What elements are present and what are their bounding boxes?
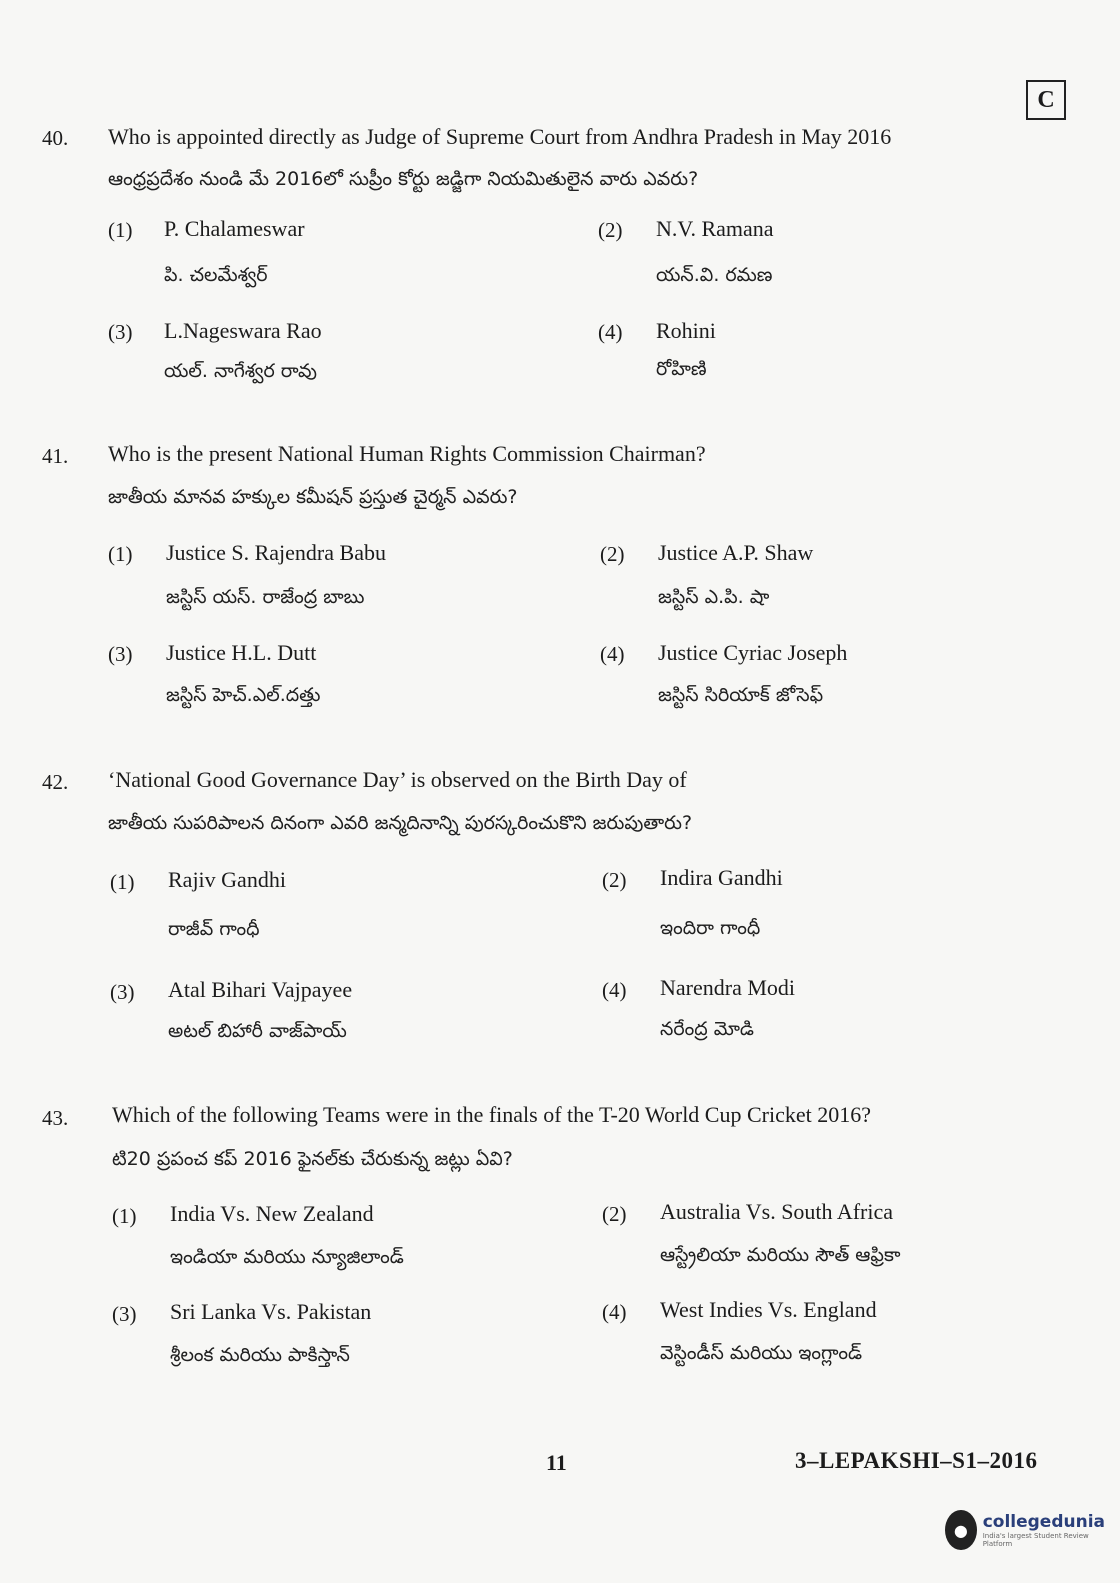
option-text-en: Rohini	[656, 318, 716, 343]
option-text-te: జస్టిస్ సిరియాక్ జోసెఫ్	[658, 684, 824, 706]
question-text-en: ‘National Good Governance Day’ is observed on the Birth Day of	[108, 767, 687, 792]
option-text-te: నరేంద్ర మోడి	[660, 1018, 754, 1040]
option-text-en: Atal Bihari Vajpayee	[168, 977, 353, 1002]
watermark-tagline: India's largest Student Review Platform	[982, 1532, 1089, 1548]
student-avatar-icon: ●	[945, 1510, 977, 1550]
option-text-en: Justice A.P. Shaw	[658, 540, 814, 565]
option-text-en: Narendra Modi	[660, 975, 796, 1000]
question-text-te: జాతీయ సుపరిపాలన దినంగా ఎవరి జన్మదినాన్ని పురస్కరించుకొని జరుపుతారు?	[108, 812, 693, 834]
option-text-en: Australia Vs. South Africa	[660, 1199, 894, 1224]
option-text-en: L.Nageswara Rao	[164, 318, 322, 343]
option-text-en: Sri Lanka Vs. Pakistan	[170, 1299, 372, 1324]
option-number: (4)	[598, 320, 623, 344]
option-number: (1)	[108, 542, 133, 566]
option-number: (4)	[602, 1300, 627, 1324]
question-text-te: ఆంధ్రప్రదేశం నుండి మే 2016లో సుప్రీం కోర్టు జడ్జిగా నియమితులైన వారు ఎవరు?	[108, 168, 699, 190]
watermark-name: collegedunia	[982, 1512, 1105, 1532]
option-text-te: జస్టిస్ ఎ.పి. షా	[658, 586, 770, 608]
question-text-en: Which of the following Teams were in the finals of the T-20 World Cup Cricket 2016?	[112, 1102, 871, 1127]
option-text-te: జస్టిస్ హెచ్.ఎల్.దత్తు	[166, 684, 321, 706]
question-number: 43.	[42, 1106, 69, 1130]
question-number: 41.	[42, 444, 69, 468]
option-text-te: యన్.వి. రమణ	[656, 264, 773, 286]
option-text-en: N.V. Ramana	[656, 216, 774, 241]
paper-code: 3–LEPAKSHI–S1–2016	[795, 1448, 1038, 1473]
option-text-te: అటల్ బిహారీ వాజ్‌పాయ్	[168, 1020, 347, 1042]
watermark	[945, 1500, 1105, 1560]
option-text-en: Indira Gandhi	[660, 865, 783, 890]
option-text-te: జస్టిస్ యస్. రాజేంద్ర బాబు	[166, 586, 365, 608]
option-text-en: Justice S. Rajendra Babu	[166, 540, 386, 565]
question-text-en: Who is the present National Human Rights Commission Chairman?	[108, 441, 706, 466]
option-number: (1)	[110, 870, 135, 894]
question-text-en: Who is appointed directly as Judge of Supreme Court from Andhra Pradesh in May 2016	[108, 124, 892, 149]
option-text-te: శ్రీలంక మరియు పాకిస్తాన్	[170, 1344, 350, 1366]
option-number: (4)	[602, 978, 627, 1002]
option-text-te: రోహిణి	[656, 358, 707, 380]
option-text-en: India Vs. New Zealand	[170, 1201, 374, 1226]
question-number: 42.	[42, 770, 69, 794]
option-number: (1)	[108, 218, 133, 242]
set-code-box: C	[1026, 80, 1066, 120]
option-number: (1)	[112, 1204, 137, 1228]
option-text-te: ఇండియా మరియు న్యూజిలాండ్	[170, 1246, 404, 1268]
option-number: (2)	[600, 542, 625, 566]
option-text-te: ఆస్ట్రేలియా మరియు సౌత్ ఆఫ్రికా	[660, 1244, 901, 1266]
question-text-te: జాతీయ మానవ హక్కుల కమీషన్ ప్రస్తుత చైర్మన్ ఎవరు?	[108, 486, 518, 508]
option-number: (2)	[602, 868, 627, 892]
option-text-te: పి. చలమేశ్వర్	[164, 264, 268, 286]
option-number: (2)	[598, 218, 623, 242]
option-text-en: Rajiv Gandhi	[168, 867, 286, 892]
option-text-te: ఇందిరా గాంధీ	[660, 917, 761, 939]
option-number: (3)	[110, 980, 135, 1004]
option-number: (3)	[108, 642, 133, 666]
option-number: (2)	[602, 1202, 627, 1226]
option-text-en: West Indies Vs. England	[660, 1297, 877, 1322]
option-text-en: P. Chalameswar	[164, 216, 305, 241]
option-number: (3)	[112, 1302, 137, 1326]
option-text-te: యల్. నాగేశ్వర రావు	[164, 360, 317, 382]
option-text-en: Justice Cyriac Joseph	[658, 640, 848, 665]
question-text-te: టి20 ప్రపంచ కప్ 2016 ఫైనల్‌కు చేరుకున్న జట్లు ఏవి?	[112, 1148, 513, 1170]
option-text-en: Justice H.L. Dutt	[166, 640, 317, 665]
option-number: (3)	[108, 320, 133, 344]
page-number: 11	[546, 1450, 567, 1475]
option-text-te: రాజీవ్ గాంధీ	[168, 918, 260, 940]
option-text-te: వెస్టిండీస్ మరియు ఇంగ్లాండ్	[660, 1342, 863, 1364]
option-number: (4)	[600, 642, 625, 666]
question-number: 40.	[42, 126, 69, 150]
